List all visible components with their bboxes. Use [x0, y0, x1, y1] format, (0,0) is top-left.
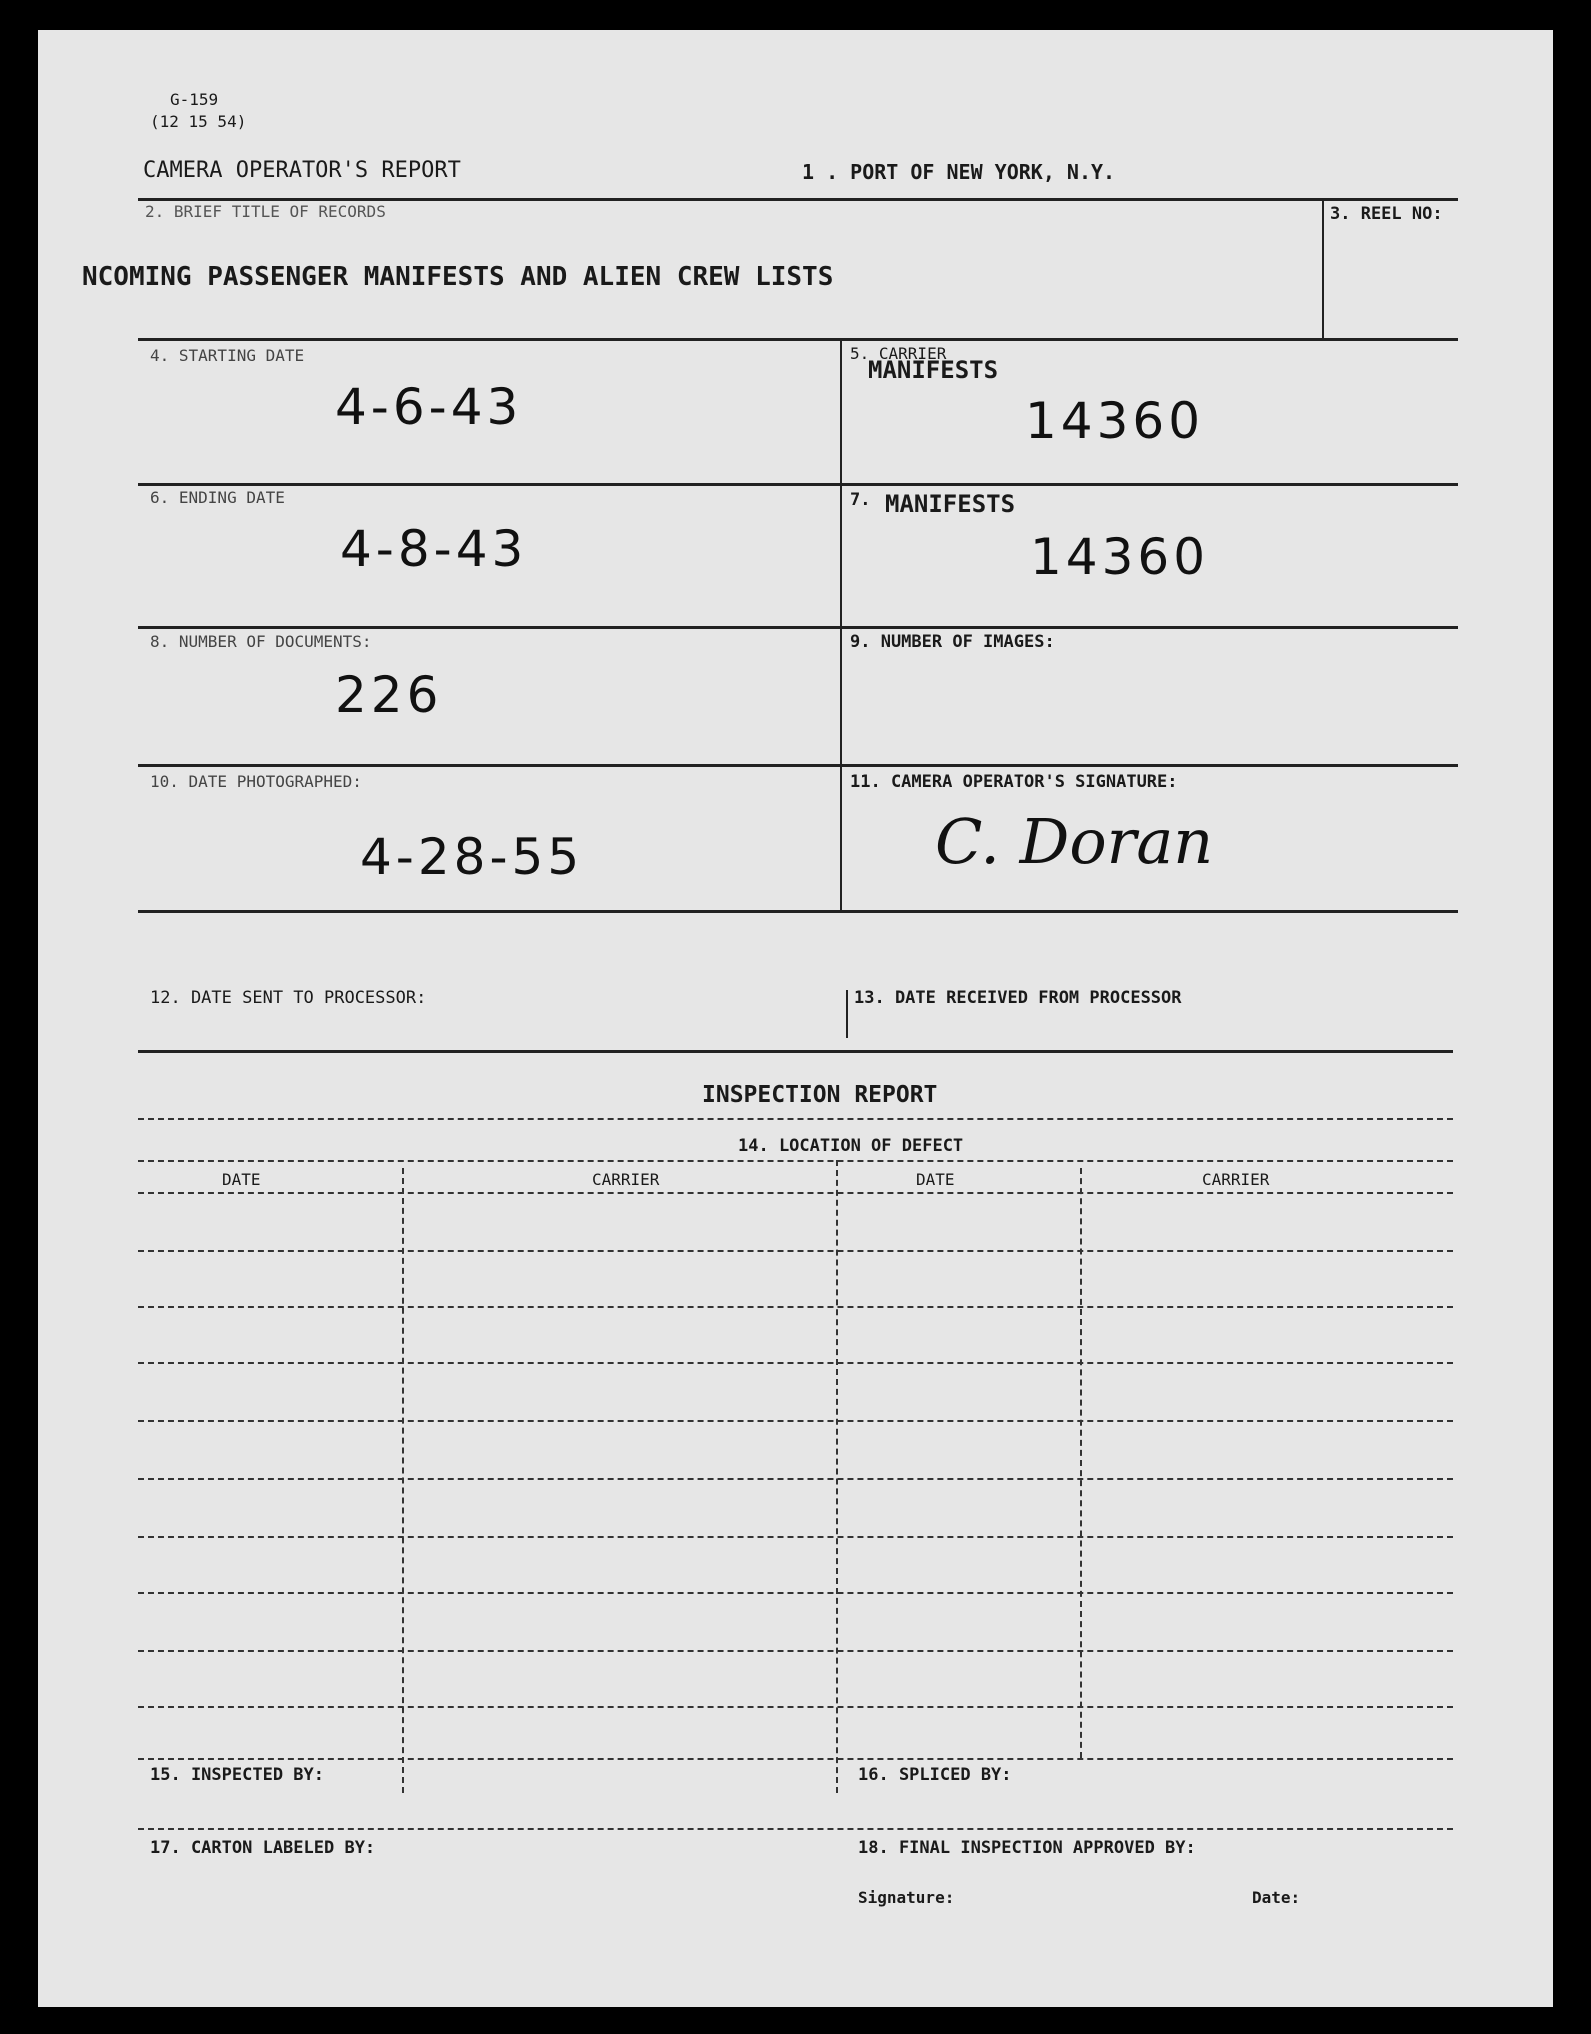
carrier-number: 14360: [1025, 392, 1205, 450]
field7-typed: MANIFESTS: [885, 490, 1016, 518]
col-carrier-2: CARRIER: [1202, 1170, 1270, 1189]
field7-number: 14360: [1030, 528, 1210, 586]
starting-date-value: 4-6-43: [335, 378, 523, 436]
grid-rule: [138, 1250, 1453, 1252]
num-documents-value: 226: [335, 666, 443, 724]
grid-rule: [138, 1420, 1453, 1422]
row-rule: [138, 626, 1458, 629]
records-title: NCOMING PASSENGER MANIFESTS AND ALIEN CREW LISTS: [82, 262, 834, 292]
row-rule: [138, 1050, 1453, 1053]
date-sent-label: 12. DATE SENT TO PROCESSOR:: [150, 988, 427, 1008]
row-rule: [138, 1828, 1453, 1830]
records-title-label: 2. BRIEF TITLE OF RECORDS: [145, 202, 386, 221]
divider-12-13: [846, 990, 848, 1038]
num-documents-label: 8. NUMBER OF DOCUMENTS:: [150, 632, 372, 651]
grid-rule: [138, 1758, 1453, 1760]
spliced-by-label: 16. SPLICED BY:: [858, 1765, 1012, 1785]
header-rule: [138, 198, 1458, 201]
row-rule: [138, 1118, 1453, 1120]
date-photographed-label: 10. DATE PHOTOGRAPHED:: [150, 772, 362, 791]
grid-rule: [138, 1650, 1453, 1652]
ending-date-label: 6. ENDING DATE: [150, 488, 285, 507]
grid-rule: [138, 1706, 1453, 1708]
starting-date-label: 4. STARTING DATE: [150, 346, 305, 365]
grid-divider: [836, 1160, 838, 1793]
grid-divider: [1080, 1168, 1082, 1758]
ending-date-value: 4-8-43: [340, 520, 528, 578]
carrier-label: 5. CARRIER: [850, 344, 947, 363]
form-number: G-159: [170, 90, 219, 109]
reel-divider: [1322, 198, 1324, 338]
reel-no-label: 3. REEL NO:: [1330, 204, 1443, 224]
grid-rule: [138, 1306, 1453, 1308]
defect-label: 14. LOCATION OF DEFECT: [738, 1136, 964, 1156]
final-inspection-label: 18. FINAL INSPECTION APPROVED BY:: [858, 1838, 1196, 1858]
date-received-label: 13. DATE RECEIVED FROM PROCESSOR: [854, 988, 1182, 1008]
row-rule: [138, 483, 1458, 486]
grid-rule: [138, 1478, 1453, 1480]
row-rule: [138, 764, 1458, 767]
signature-label: Signature:: [858, 1888, 955, 1907]
document-sheet: [38, 30, 1553, 2007]
inspection-heading: INSPECTION REPORT: [702, 1082, 938, 1108]
grid-rule: [138, 1192, 1453, 1194]
col-carrier-1: CARRIER: [592, 1170, 660, 1189]
date-label: Date:: [1252, 1888, 1301, 1907]
inspected-by-label: 15. INSPECTED BY:: [150, 1765, 324, 1785]
form-title: CAMERA OPERATOR'S REPORT: [143, 158, 461, 183]
row-rule: [138, 338, 1458, 341]
grid-rule: [138, 1536, 1453, 1538]
form-date: (12 15 54): [150, 112, 247, 131]
operator-signature-label: 11. CAMERA OPERATOR'S SIGNATURE:: [850, 772, 1178, 792]
col-date-2: DATE: [916, 1170, 955, 1189]
port-label: 1 . PORT OF NEW YORK, N.Y.: [802, 160, 1116, 184]
grid-divider: [402, 1168, 404, 1793]
carton-labeled-label: 17. CARTON LABELED BY:: [150, 1838, 376, 1858]
row-rule: [138, 910, 1458, 913]
grid-rule: [138, 1592, 1453, 1594]
carrier-typed: MANIFESTS: [868, 356, 999, 384]
grid-rule: [138, 1362, 1453, 1364]
row-rule: [138, 1160, 1453, 1162]
col-date-1: DATE: [222, 1170, 261, 1189]
field7-label: 7.: [850, 490, 871, 510]
operator-signature: C. Doran: [935, 805, 1214, 878]
num-images-label: 9. NUMBER OF IMAGES:: [850, 632, 1055, 652]
date-photographed-value: 4-28-55: [360, 828, 584, 886]
